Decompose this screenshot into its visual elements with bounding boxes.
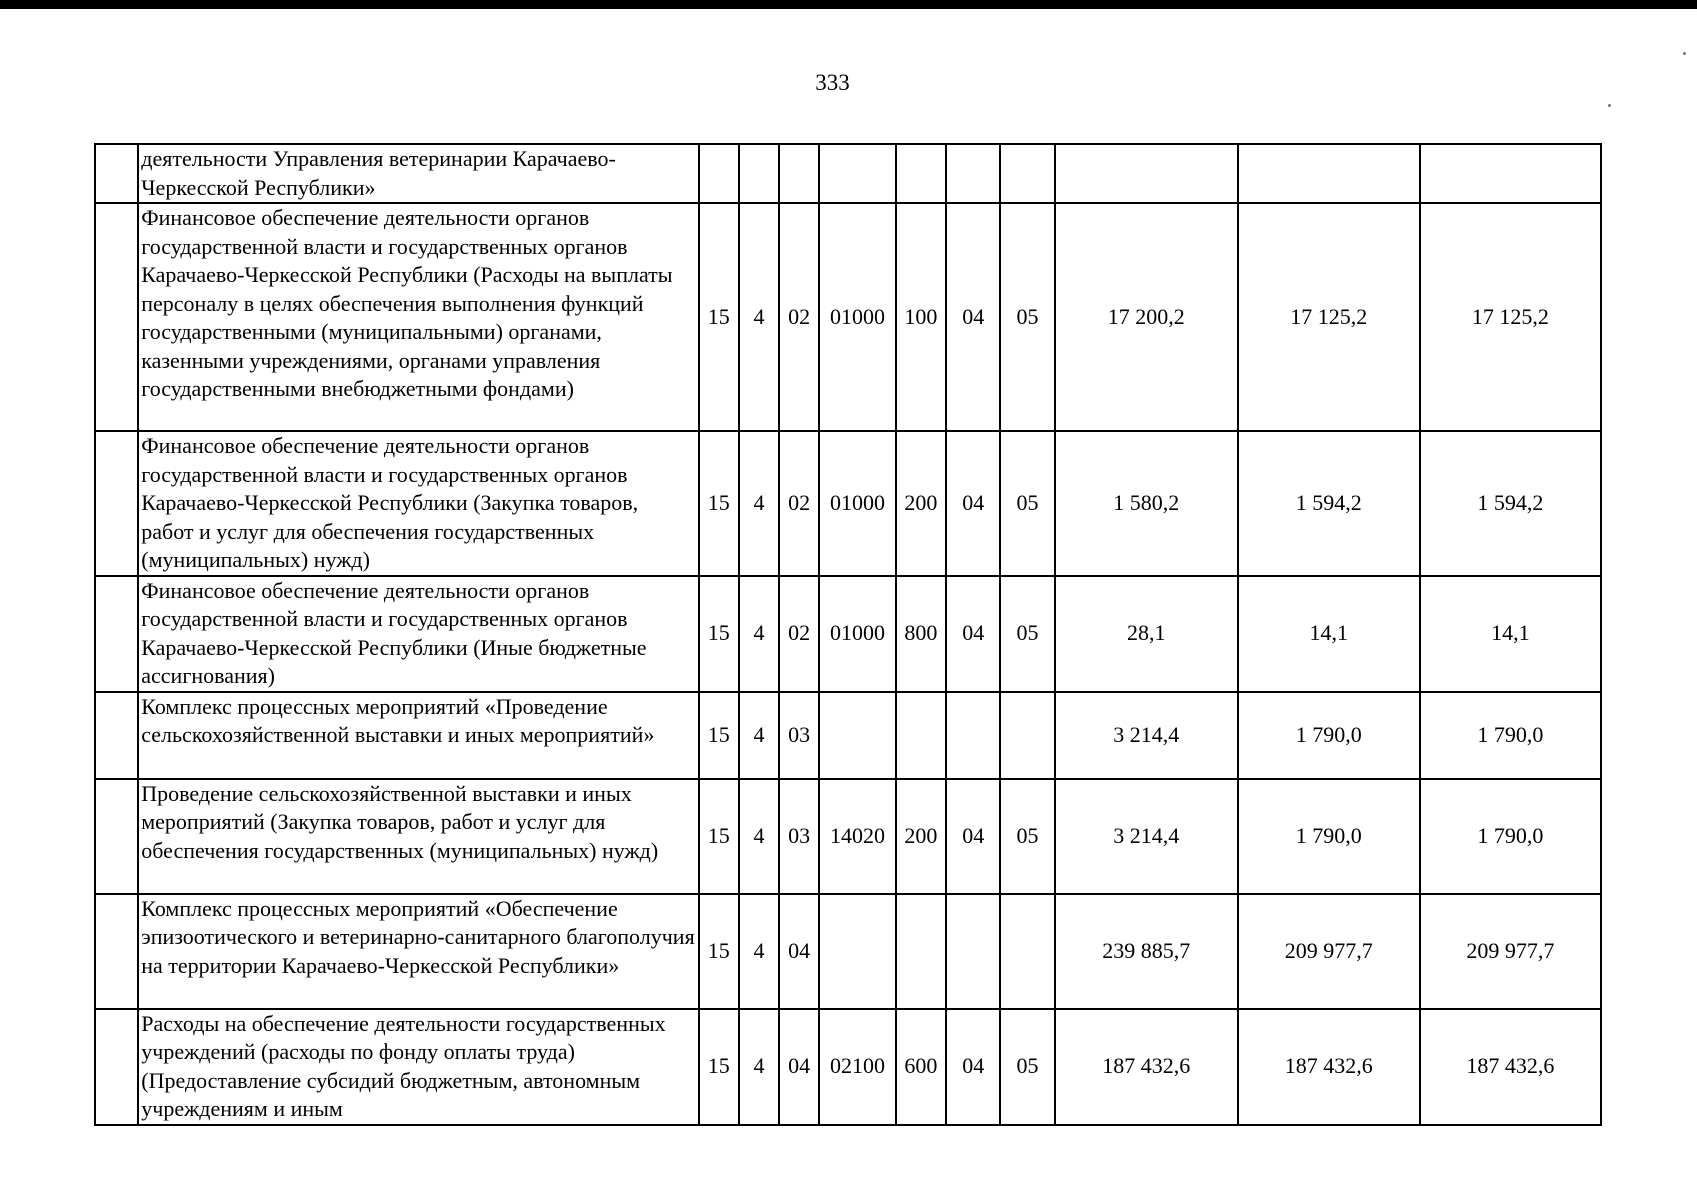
code-cell: 200 xyxy=(896,431,946,576)
table-row xyxy=(95,894,1601,1009)
amount-cell: 3 214,4 xyxy=(1055,692,1238,779)
code-cell: 05 xyxy=(1000,779,1054,894)
amount-cell: 1 790,0 xyxy=(1420,779,1601,894)
description-cell: Проведение сельскохозяйственной выставки и иных мероприятий (Закупка товаров, работ и услуг для обеспечения государственных (муниципальных) нужд) xyxy=(138,779,698,894)
row-number-cell xyxy=(95,1009,138,1125)
code-cell xyxy=(946,144,1000,203)
budget-table xyxy=(94,143,1602,1126)
description-cell: деятельности Управления ветеринарии Карачаево-Черкесской Республики» xyxy=(138,144,698,203)
code-cell: 600 xyxy=(896,1009,946,1125)
amount-cell: 187 432,6 xyxy=(1055,1009,1238,1125)
code-cell: 14020 xyxy=(819,779,895,894)
amount-cell: 1 580,2 xyxy=(1055,431,1238,576)
code-cell: 4 xyxy=(739,692,779,779)
amount-cell: 14,1 xyxy=(1420,576,1601,692)
description-cell: Финансовое обеспечение деятельности органов государственной власти и государственных органов Карачаево-Черкесской Республики (Расходы на выплаты персоналу в целях обеспечения выполнения функций государственными (муниципальными) органами, казенными учреждениями, органами управления государственными внебюджетными фондами) xyxy=(138,203,698,431)
code-cell: 04 xyxy=(946,1009,1000,1125)
code-cell xyxy=(819,144,895,203)
code-cell: 05 xyxy=(1000,576,1054,692)
code-cell xyxy=(819,692,895,779)
code-cell: 200 xyxy=(896,779,946,894)
code-cell: 05 xyxy=(1000,1009,1054,1125)
amount-cell: 1 790,0 xyxy=(1420,692,1601,779)
code-cell: 15 xyxy=(699,1009,739,1125)
code-cell: 04 xyxy=(946,203,1000,431)
table-row xyxy=(95,576,1601,692)
code-cell: 4 xyxy=(739,576,779,692)
code-cell: 05 xyxy=(1000,203,1054,431)
code-cell: 4 xyxy=(739,779,779,894)
code-cell: 03 xyxy=(779,692,819,779)
description-cell: Финансовое обеспечение деятельности органов государственной власти и государственных органов Карачаево-Черкесской Республики (Иные бюджетные ассигнования) xyxy=(138,576,698,692)
code-cell xyxy=(1000,894,1054,1009)
code-cell xyxy=(946,894,1000,1009)
code-cell: 4 xyxy=(739,431,779,576)
code-cell: 03 xyxy=(779,779,819,894)
code-cell xyxy=(739,144,779,203)
amount-cell: 14,1 xyxy=(1238,576,1420,692)
code-cell xyxy=(1000,692,1054,779)
row-number-cell xyxy=(95,894,138,1009)
table-row xyxy=(95,431,1601,576)
amount-cell: 1 790,0 xyxy=(1238,692,1420,779)
code-cell: 4 xyxy=(739,894,779,1009)
row-number-cell xyxy=(95,431,138,576)
scan-border xyxy=(0,0,1697,9)
amount-cell: 3 214,4 xyxy=(1055,779,1238,894)
code-cell xyxy=(779,144,819,203)
table-row xyxy=(95,1009,1601,1125)
amount-cell: 17 200,2 xyxy=(1055,203,1238,431)
code-cell: 04 xyxy=(946,779,1000,894)
description-cell: Комплекс процессных мероприятий «Обеспечение эпизоотического и ветеринарно-санитарного благополучия на территории Карачаево-Черкесской Республики» xyxy=(138,894,698,1009)
amount-cell: 17 125,2 xyxy=(1238,203,1420,431)
code-cell xyxy=(896,144,946,203)
amount-cell xyxy=(1238,144,1420,203)
amount-cell: 1 790,0 xyxy=(1238,779,1420,894)
amount-cell: 28,1 xyxy=(1055,576,1238,692)
code-cell: 02 xyxy=(779,431,819,576)
table-row xyxy=(95,779,1601,894)
code-cell: 02 xyxy=(779,576,819,692)
row-number-cell xyxy=(95,144,138,203)
amount-cell: 17 125,2 xyxy=(1420,203,1601,431)
code-cell: 04 xyxy=(779,894,819,1009)
row-number-cell xyxy=(95,692,138,779)
code-cell: 02100 xyxy=(819,1009,895,1125)
code-cell xyxy=(946,692,1000,779)
amount-cell xyxy=(1055,144,1238,203)
amount-cell: 187 432,6 xyxy=(1238,1009,1420,1125)
amount-cell: 239 885,7 xyxy=(1055,894,1238,1009)
code-cell: 100 xyxy=(896,203,946,431)
table-row xyxy=(95,144,1601,203)
code-cell: 02 xyxy=(779,203,819,431)
code-cell: 01000 xyxy=(819,203,895,431)
code-cell: 15 xyxy=(699,203,739,431)
code-cell xyxy=(819,894,895,1009)
amount-cell xyxy=(1420,144,1601,203)
code-cell xyxy=(699,144,739,203)
code-cell: 15 xyxy=(699,431,739,576)
code-cell: 01000 xyxy=(819,576,895,692)
page-number: 333 xyxy=(815,70,850,95)
code-cell: 15 xyxy=(699,692,739,779)
code-cell: 800 xyxy=(896,576,946,692)
code-cell: 04 xyxy=(946,431,1000,576)
amount-cell: 1 594,2 xyxy=(1420,431,1601,576)
row-number-cell xyxy=(95,576,138,692)
code-cell: 4 xyxy=(739,1009,779,1125)
description-cell: Финансовое обеспечение деятельности органов государственной власти и государственных органов Карачаево-Черкесской Республики (Закупка товаров, работ и услуг для обеспечения государственных (муниципальных) нужд) xyxy=(138,431,698,576)
amount-cell: 209 977,7 xyxy=(1238,894,1420,1009)
code-cell: 04 xyxy=(946,576,1000,692)
amount-cell: 187 432,6 xyxy=(1420,1009,1601,1125)
table-row xyxy=(95,692,1601,779)
code-cell xyxy=(1000,144,1054,203)
description-cell: Комплекс процессных мероприятий «Проведение сельскохозяйственной выставки и иных мероприятий» xyxy=(138,692,698,779)
scan-speck xyxy=(1608,104,1611,107)
scan-speck xyxy=(1683,52,1686,55)
code-cell xyxy=(896,692,946,779)
code-cell: 15 xyxy=(699,894,739,1009)
table-row xyxy=(95,203,1601,431)
row-number-cell xyxy=(95,203,138,431)
code-cell: 04 xyxy=(779,1009,819,1125)
code-cell: 15 xyxy=(699,779,739,894)
amount-cell: 1 594,2 xyxy=(1238,431,1420,576)
row-number-cell xyxy=(95,779,138,894)
code-cell: 4 xyxy=(739,203,779,431)
description-cell: Расходы на обеспечение деятельности государственных учреждений (расходы по фонду оплаты труда) (Предоставление субсидий бюджетным, автономным учреждениям и иным xyxy=(138,1009,698,1125)
amount-cell: 209 977,7 xyxy=(1420,894,1601,1009)
code-cell: 05 xyxy=(1000,431,1054,576)
code-cell: 15 xyxy=(699,576,739,692)
code-cell: 01000 xyxy=(819,431,895,576)
code-cell xyxy=(896,894,946,1009)
